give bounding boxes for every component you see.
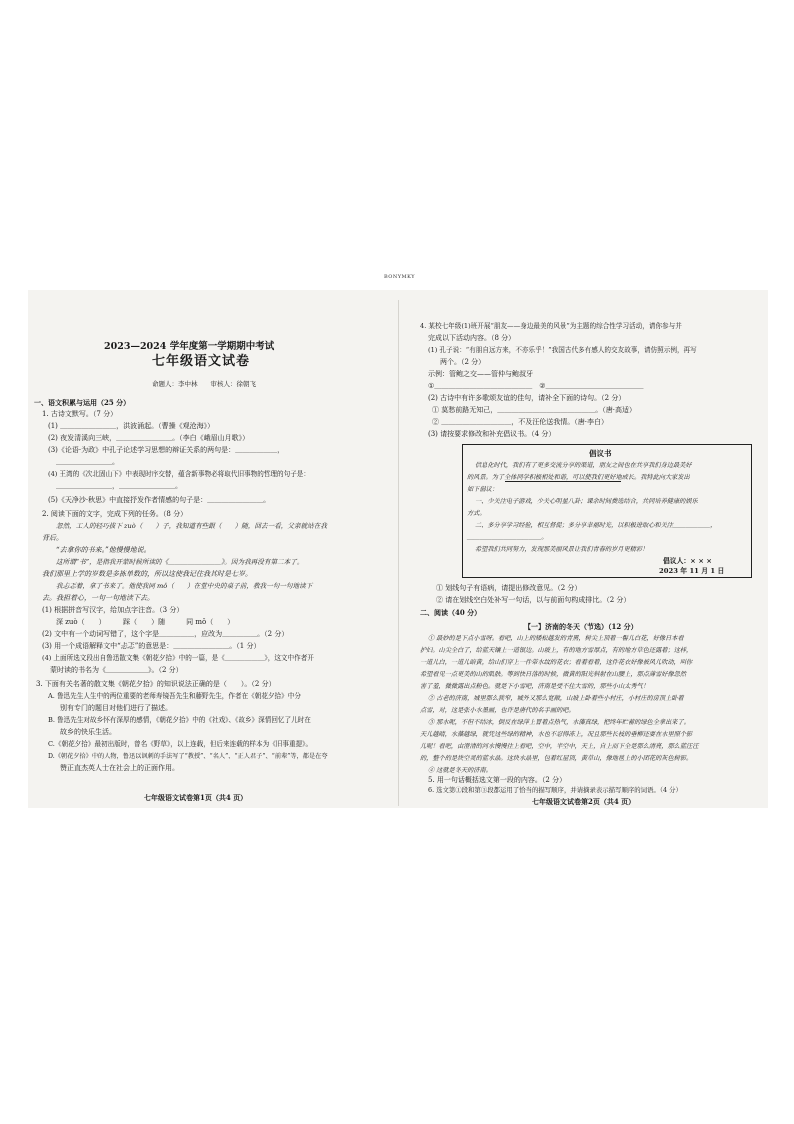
question-line: 深 zuò（ ） 踩（ ）随 同 mǒ（ ） bbox=[56, 618, 235, 626]
question-line: (3)《论语·为政》中孔子论述学习思想的辩证关系的两句是：＿＿＿＿＿＿， bbox=[48, 446, 285, 454]
question-line: 3. 下面有关名著的散文集《朝花夕拾》的知识说法正确的是（ ）。（2 分） bbox=[36, 680, 276, 688]
passage-line: 天儿越晴，水藻越绿，就凭这些绿的精神，水也不忍得冻上，况且那些长枝的垂柳还要在水里照个影 bbox=[420, 731, 693, 738]
proposal-line: ＿＿＿＿＿＿＿＿＿＿＿＿。 bbox=[467, 534, 548, 541]
question-line: (2) 夜发清溪向三峡，＿＿＿＿＿＿＿＿。（李白《峨眉山月歌》） bbox=[48, 434, 250, 442]
page-divider bbox=[398, 300, 399, 806]
proposal-line: 二、多分享学习经验，相互督促；多分享幸福时光，以积极进取心和关注＿＿＿＿＿＿， bbox=[475, 522, 717, 529]
passage-line: 一道儿白，一道儿暗黄，给山们穿上一件带水纹的花衣；看着看着，这件花衣好像被风儿吹动，叫你 bbox=[420, 659, 693, 666]
exam-subtitle: 七年级语文试卷 bbox=[152, 354, 251, 369]
question-line: (2) 文中有一个动词写错了，这个字是＿＿＿＿＿，应改为＿＿＿＿＿。（2 分） bbox=[42, 630, 289, 638]
question-line: 5. 用一句话概括选文第一段的内容。（2 分） bbox=[428, 776, 567, 784]
question-line: 2. 阅读下面的文字，完成下列的任务。（8 分） bbox=[42, 510, 188, 518]
question-line: ①＿＿＿＿＿＿＿＿＿＿＿＿＿＿ ②＿＿＿＿＿＿＿＿＿＿＿＿＿＿ bbox=[428, 382, 644, 390]
passage-line: 害了羞，微微露出点粉色。就是下小雪吧，济南是受不住大雪的，那些小山太秀气！ bbox=[420, 683, 649, 690]
underline-mark bbox=[505, 481, 621, 482]
proposal-line: 如下倡议： bbox=[467, 486, 498, 493]
question-line: (5)《天净沙·秋思》中直接抒发作者情感的句子是：＿＿＿＿＿＿＿＿。 bbox=[48, 496, 271, 504]
proposal-line: 方式。 bbox=[467, 510, 486, 517]
choice-line: D.《朝花夕拾》中的人物，鲁迅以讽刺的手法写了“教授”、“名人”、“正人君子”、“前辈”等，都是在夸 bbox=[48, 753, 328, 760]
passage-line: 背后。 bbox=[42, 534, 63, 542]
question-line: 6. 选文第①段和第③段都运用了恰当的描写顺序，并请摘录表示描写顺序的词语。（4 分） bbox=[428, 786, 682, 794]
question-line: 示例：管鲍之交——管仲与鲍叔牙 bbox=[428, 370, 533, 378]
exam-page-2 bbox=[412, 300, 762, 806]
question-line: ① 莫愁前路无知己，＿＿＿＿＿＿＿＿＿＿＿＿＿＿。（唐·高适） bbox=[432, 406, 636, 414]
choice-line: B. 鲁迅先生对故乡怀有深厚的感情，《朝花夕拾》中的《社戏》、《故乡》深情回忆了儿时在 bbox=[48, 716, 311, 724]
question-line: 4. 某校七年级(1)班开展“朋友——身边最美的风景”为主题的综合性学习活动，请你参与并 bbox=[420, 322, 682, 330]
choice-line: C.《朝花夕拾》最初出版时，曾名《野草》，以上连载，但后来连载的样本为《旧事重提》。 bbox=[48, 740, 313, 748]
exam-page-1 bbox=[34, 300, 384, 806]
proposal-date: 2023 年 11 月 1 日 bbox=[659, 567, 725, 575]
choice-line: A. 鲁迅先生人生中的两位重要的老师寿镜吾先生和藤野先生，作者在《朝花夕拾》中分 bbox=[48, 692, 301, 700]
question-line: (4) 王湾的《次北固山下》中表现时序交替，蕴含新事物必将取代旧事物的哲理的句子是： bbox=[48, 470, 310, 478]
proposal-box bbox=[462, 444, 752, 578]
proposal-heading: 倡议书 bbox=[589, 449, 612, 458]
question-line: (2) 古诗中有许多歌颂友谊的佳句，请补全下面的诗句。（2 分） bbox=[428, 394, 626, 402]
question-line: (1) 根据拼音写汉字，给加点字注音。（3 分） bbox=[42, 606, 184, 614]
question-line: 完成以下活动内容。（8 分） bbox=[428, 334, 516, 342]
question-line: (1) ＿＿＿＿＿＿＿＿，洪波涌起。（曹操《观沧海》） bbox=[48, 422, 215, 430]
question-line: (3) 用一个成语解释文中“忐忑”的意思是：＿＿＿＿＿＿＿＿。（1 分） bbox=[42, 642, 261, 650]
passage-line: 儿呢！看吧，由澄清的河水慢慢往上看吧，空中，半空中，天上，自上而下全是那么清亮，那么蓝汪汪 bbox=[420, 743, 699, 750]
passage-line: 去。我担着心，一句一句地读下去。 bbox=[42, 594, 154, 602]
proposal-line: 希望我们共同努力，发现那美丽风景让我们青春的岁月更精彩！ bbox=[475, 546, 649, 553]
proposal-line: 一、少关注电子游戏，少关心明星八卦；课余时间费选结合，共同培养健康的娱乐 bbox=[475, 498, 698, 505]
passage-line: 这所谓“书”，是指我开蒙时候所读的《＿＿＿＿＿＿＿＿》。因为我再没有第二本了。 bbox=[56, 558, 304, 566]
passage-line: “去拿你的书来。”他慢慢地说。 bbox=[56, 546, 151, 554]
question-line: 两个。（2 分） bbox=[440, 358, 486, 366]
question-line: ② 请在划线空白处补写一句话，以与前面句构成排比。（2 分） bbox=[436, 596, 631, 604]
section-heading-1: 一、语文积累与运用（25 分） bbox=[34, 398, 131, 407]
question-line: (4) 上面所选文段出自鲁迅散文集《朝花夕拾》中的一篇，是《＿＿＿＿＿＿》，这文中作者开 bbox=[42, 654, 314, 662]
page-footer-2: 七年级语文试卷第2页（共4 页） bbox=[532, 797, 636, 806]
proposal-line: 的风景。为了全体同学积极相处和谐，可以使我们更好地成长。我特此向大家发出 bbox=[467, 474, 690, 481]
question-line: (1) 孔子说：“有朋自远方来，不亦乐乎！”我国古代多有感人的交友故事，请仿照示例，再写 bbox=[428, 346, 697, 354]
page-footer-1: 七年级语文试卷第1页（共4 页） bbox=[144, 793, 248, 802]
proposal-line: 信息化时代，我们有了更多交流分享的渠道，朋友之间也在共享我们身边最美好 bbox=[475, 462, 692, 469]
scan-stamp: BONYMKY bbox=[384, 274, 416, 280]
question-line: ② ＿＿＿＿＿＿＿＿＿＿，不及汪伦送我情。（唐·李白） bbox=[432, 418, 608, 426]
question-line: 1. 古诗文默写。（7 分） bbox=[42, 410, 118, 418]
passage-line: 我们那里上学的岁数是多拣单数的，所以这使我记住我其时是七岁。 bbox=[42, 570, 252, 578]
passage-line: 忽然，工人的轻巧拔下 zuò（ ）子，我知道有些跟（ ）随，回去一看，父亲就站在我 bbox=[56, 522, 327, 530]
question-line: ＿＿＿＿＿＿＿＿。 bbox=[56, 458, 119, 466]
passage-line: 希望看见一点更美的山的肌肤。等到快日落的时候，微黄的阳光斜射在山腰上，那点薄雪好像忽然 bbox=[420, 671, 687, 678]
question-line: ① 划线句子有语病，请提出修改意见。（2 分） bbox=[436, 584, 582, 592]
passage-line: 我忐忑着，拿了书来了。他使我同 mǒ（ ）在堂中央的桌子前，教我一句一句地读下 bbox=[56, 582, 313, 590]
choice-line: 赞正直杰英人士在社会上的正面作用。 bbox=[60, 764, 179, 772]
passage-line: ④ 这就是冬天的济南。 bbox=[428, 767, 492, 774]
choice-line: 故乡的快乐生活。 bbox=[60, 728, 116, 736]
passage-line: ③ 那水呢，不但不结冰，倒反在绿萍上冒着点热气，水藻真绿，把终年贮蓄的绿色全拿出来了。 bbox=[428, 719, 690, 726]
passage-line: 的，整个的是块空灵的蓝水晶。这块水晶里，包着红屋顶，黄草山，像地毯上的小团花的灰色树影。 bbox=[420, 755, 693, 762]
choice-line: 别有专门的题目对他们进行了描述。 bbox=[60, 704, 172, 712]
setter-line: 命题人：李中林 审核人：徐朝飞 bbox=[152, 380, 256, 388]
section-heading-2: 二、阅读（40 分） bbox=[420, 608, 482, 617]
passage-line: 点雪，对，这是张小水墨画，也许是唐代的名手画的吧。 bbox=[420, 707, 575, 714]
passage-line: ① 最妙的是下点小雪呀。看吧，山上的矮松越发的青黑，树尖上顶着一髻儿白花，好像日本看 bbox=[428, 635, 684, 642]
passage-line: 护妇。山尖全白了，给蓝天镶上一道银边。山坡上，有的地方雪厚点，有的地方草色还露着；这样， bbox=[420, 647, 693, 654]
proposal-signer: 倡议人：× × × bbox=[663, 557, 713, 565]
question-line: (3) 请按要求修改和补充倡议书。（4 分） bbox=[428, 430, 556, 438]
question-line: ＿＿＿＿＿＿＿＿，＿＿＿＿＿＿＿＿。 bbox=[56, 482, 182, 490]
question-line: 蒙时读的书名为《＿＿＿＿＿＿》。（2 分） bbox=[50, 666, 183, 674]
exam-title: 2023—2024 学年度第一学期期中考试 bbox=[104, 341, 275, 352]
passage-line: ② 古老的济南，城里那么狭窄，城外又那么宽敞，山坡上卧着些小村庄，小村庄的房顶上卧着 bbox=[428, 695, 684, 702]
passage-title: 【一】济南的冬天（节选）（12 分） bbox=[524, 622, 638, 631]
